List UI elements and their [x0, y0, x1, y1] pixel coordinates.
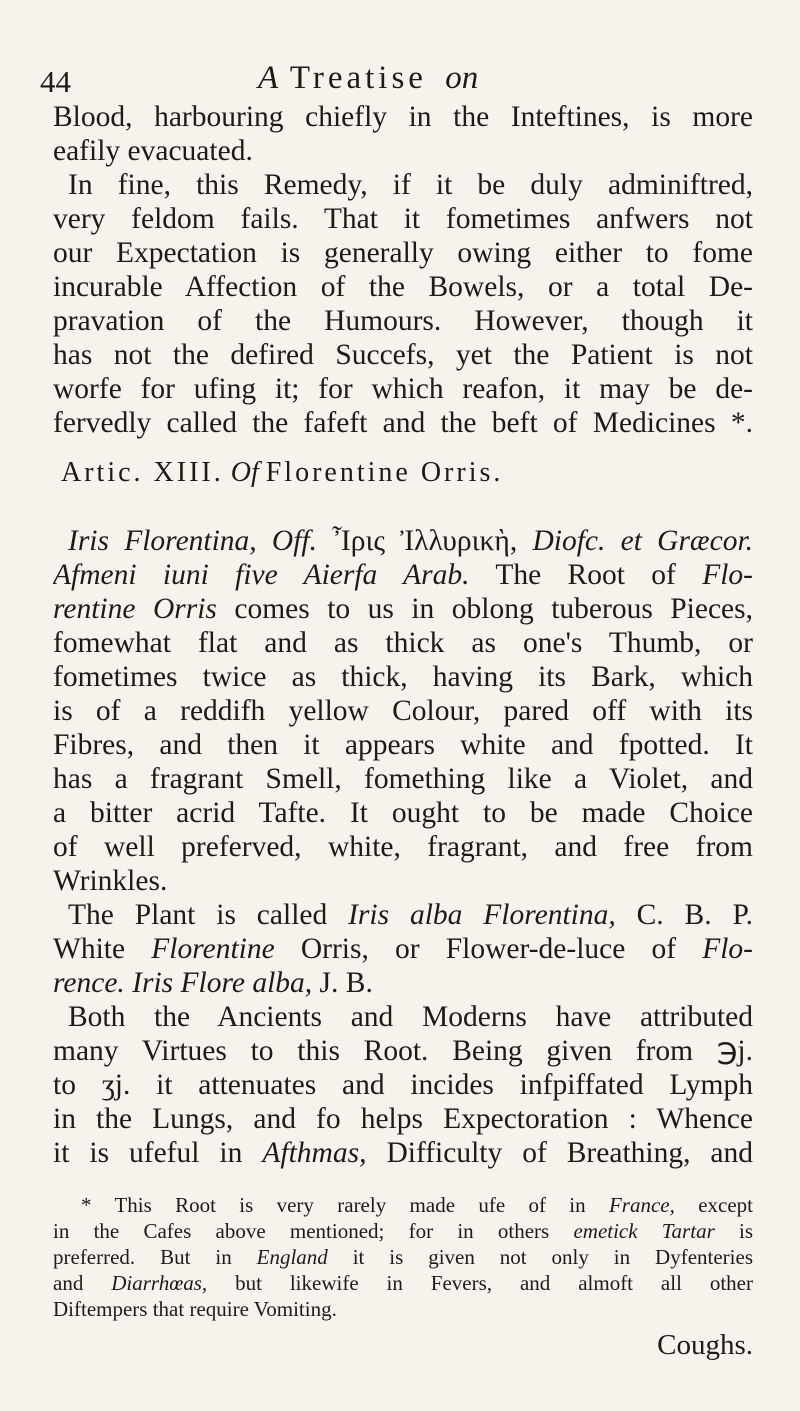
text-line: rentine Orris comes to us in oblong tuberous Pieces,	[53, 593, 753, 625]
text-line: to ʒj. it attenuates and incides infpiffated Lymph	[53, 1069, 753, 1101]
text-line: rence. Iris Flore alba, J. B.	[53, 967, 373, 999]
text-line: worfe for ufing it; for which reafon, it may be de-	[53, 373, 753, 405]
text-line: our Expectation is generally owing either to fome	[53, 237, 753, 269]
text-line: has not the defired Succefs, yet the Patient is not	[53, 339, 753, 371]
text-line: incurable Affection of the Bowels, or a total De-	[53, 271, 753, 303]
text-line: eafily evacuated.	[53, 135, 253, 167]
text-line: very feldom fails. That it fometimes anfwers not	[53, 203, 753, 235]
text-line: Blood, harbouring chiefly in the Inteftines, is more	[53, 101, 753, 133]
page-number: 44	[40, 64, 71, 99]
text-line: Fibres, and then it appears white and fpotted. It	[53, 729, 753, 761]
text-line: Afmeni iuni five Aierfa Arab. The Root of Flo-	[53, 559, 753, 591]
running-head-title: Treatise	[289, 60, 427, 96]
text-line: of well preferved, white, fragrant, and free from	[53, 831, 753, 863]
page-header	[40, 60, 760, 100]
text-line: fervedly called the fafeft and the beft of Medicines *.	[53, 407, 753, 439]
text-line: White Florentine Orris, or Flower-de-luce of Flo-	[53, 933, 753, 965]
text-line: many Virtues to this Root. Being given from ℈j.	[53, 1035, 753, 1067]
text-line: Iris Florentina, Off. Ἶρις Ἰλλυρικὴ, Diofc. et Græcor.	[68, 525, 753, 557]
footnote-line: * This Root is very rarely made ufe of in France, except	[81, 1193, 753, 1217]
footnote-line: preferred. But in England it is given not only in Dyfenteries	[53, 1245, 753, 1269]
text-line: is of a reddifh yellow Colour, pared off with its	[53, 695, 753, 727]
running-head-a: A	[258, 60, 279, 96]
catchword: Coughs.	[657, 1329, 753, 1361]
footnote-line: in the Cafes above mentioned; for in others emetick Tartar is	[53, 1219, 753, 1243]
running-head-on: on	[445, 60, 479, 96]
footnote-line: and Diarrhœas, but likewife in Fevers, and almoft all other	[53, 1271, 753, 1295]
article-heading	[61, 456, 753, 490]
footnote-line: Diftempers that require Vomiting.	[53, 1297, 337, 1321]
text-line: Wrinkles.	[53, 865, 168, 897]
running-head	[258, 60, 478, 97]
text-line: fometimes twice as thick, having its Bark, which	[53, 661, 753, 693]
article-of: Of	[230, 457, 259, 488]
text-line: it is ufeful in Afthmas, Difficulty of Breathing, and	[53, 1137, 753, 1169]
text-line: in the Lungs, and fo helps Expectoration : Whence	[53, 1103, 753, 1135]
text-line: The Plant is called Iris alba Florentina, C. B. P.	[68, 899, 753, 931]
text-line: pravation of the Humours. However, though it	[53, 305, 753, 337]
text-line: In fine, this Remedy, if it be duly adminiftred,	[68, 169, 753, 201]
article-title: Florentine Orris.	[265, 457, 504, 488]
text-line: has a fragrant Smell, fomething like a Violet, and	[53, 763, 753, 795]
text-line: fomewhat flat and as thick as one's Thumb, or	[53, 627, 753, 659]
text-line: Both the Ancients and Moderns have attributed	[68, 1001, 753, 1033]
article-number: Artic. XIII.	[61, 457, 224, 488]
text-line: a bitter acrid Tafte. It ought to be made Choice	[53, 797, 753, 829]
